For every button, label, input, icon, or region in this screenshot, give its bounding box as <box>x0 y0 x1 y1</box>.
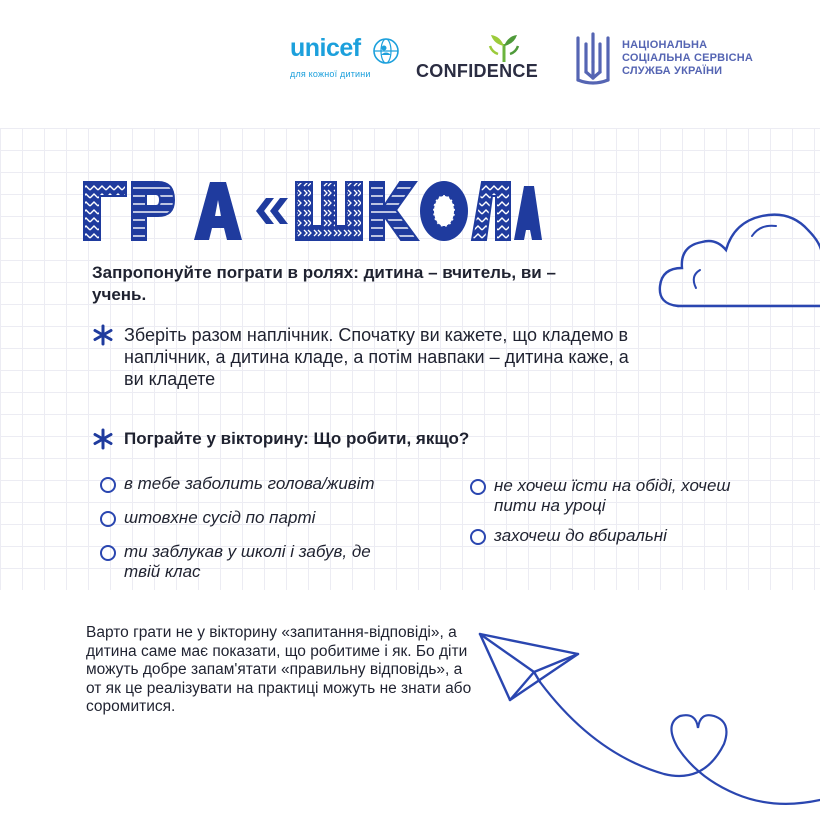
unicef-logo <box>290 34 410 79</box>
step-backpack <box>92 324 652 390</box>
quiz-option: в тебе заболить голова/живіт <box>100 474 440 494</box>
asterisk-icon <box>92 428 114 450</box>
confidence-sprout-icon <box>484 32 524 62</box>
circle-bullet-icon <box>100 545 116 561</box>
circle-bullet-icon <box>470 479 486 495</box>
step-backpack-text: Зберіть разом наплічник. Спочатку ви кажете, що кладемо в наплічник, а дитина кладе, а потім навпаки – дитина каже, а ви кладете <box>124 325 629 389</box>
asterisk-icon <box>92 324 114 346</box>
confidence-wordmark: CONFIDENCE <box>416 61 539 81</box>
step-quiz-text: Пограйте у вікторину: Що робити, якщо? <box>124 429 470 448</box>
step-quiz <box>92 428 652 450</box>
page-title <box>82 168 542 248</box>
heart-trail-icon <box>540 682 820 804</box>
circle-bullet-icon <box>470 529 486 545</box>
circle-bullet-icon <box>100 511 116 527</box>
unicef-wordmark: unicef <box>290 34 361 62</box>
circle-bullet-icon <box>100 477 116 493</box>
confidence-logo <box>416 30 556 90</box>
quiz-option: штовхне сусід по парті <box>100 508 440 528</box>
paper-plane-icon <box>474 624 820 820</box>
quiz-option: захочеш до вбиральні <box>470 526 770 546</box>
intro-text: Запропонуйте пограти в ролях: дитина – вчитель, ви – учень. <box>92 263 556 304</box>
quiz-option: ти заблукав у школі і забув, де твій клас <box>100 542 400 582</box>
trident-emblem-icon <box>574 32 612 86</box>
unicef-tagline: для кожної дитини <box>290 69 371 79</box>
advice-note: Варто грати не у вікторину «запитання-відповіді», а дитина саме має показати, що робитиме і як. Бо діти можуть добре запам'ятати «правильну відповідь», а от як це реалізувати на практиці можуть не знати або соромитися. <box>86 624 472 715</box>
quiz-option: не хочеш їсти на обіді, хочеш пити на уроці <box>470 476 750 516</box>
unicef-globe-icon <box>372 37 400 65</box>
cloud-icon <box>656 196 820 328</box>
social-service-logo <box>574 32 794 92</box>
social-service-name: НАЦІОНАЛЬНА СОЦІАЛЬНА СЕРВІСНА СЛУЖБА УКРАЇНИ <box>622 39 754 77</box>
partner-logos <box>290 30 790 100</box>
